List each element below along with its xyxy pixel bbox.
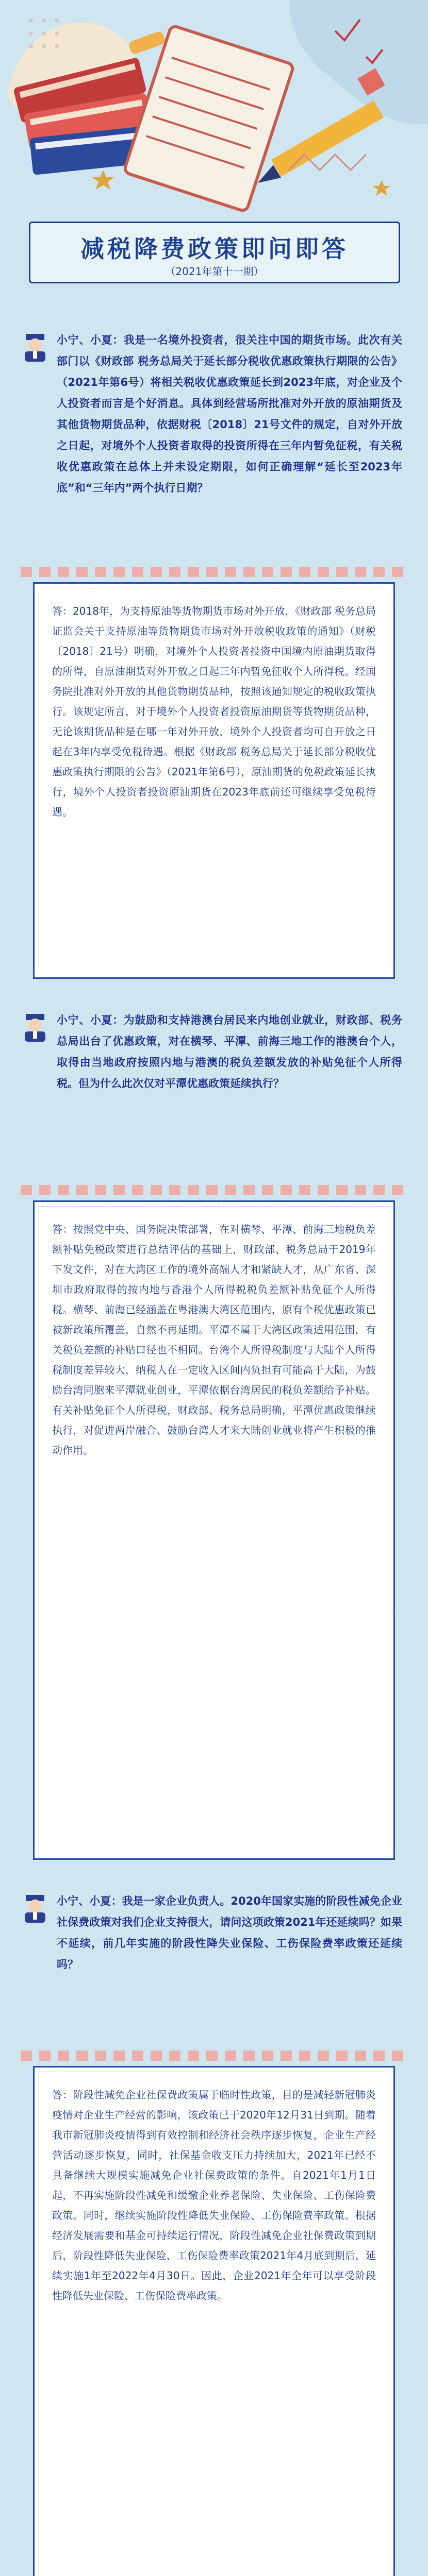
answer-text: 答：阶段性减免企业社保费政策属于临时性政策，目的是减轻新冠肺炎疫情对企业生产经营的影响，该政策已于2020年12月31日到期。随着我市新冠肺炎疫情得到有效控制和经济社会秩序逐步恢复，企业生产经营活动逐步恢复，同时，社保基金收支压力持续加大，2021年已经不具备继续大规模实施减免企业社保费政策的条件。自2021年1月1日起，不再实施阶段性减免和缓缴企业养老保险、失业保险、工伤保险费政策。同时，继续实施阶段性降低失业保险、工伤保险费率政策。根据经济发展需要和基金可持续运行情况，阶段性减免企业社保费政策到期后，阶段性降低失业保险、工伤保险费率政策2021年4月底到期后，延续实施1年至2022年4月30日。因此，企业2021年全年可以享受阶段性降低失业保险、工伤保险费率政策。 [52,2089,376,2302]
question-block-3 [21,1891,407,2045]
title-frame [29,222,400,283]
question-text: 小宁、小夏：我是一家企业负责人。2020年国家实施的阶段性减免企业社保费政策对我们企业支持很大，请问这项政策2021年还延续吗？如果不延续，前几年实施的阶段性降失业保险、工伤保险费率政策还延续吗？ [57,1895,402,1971]
question-text: 小宁、小夏：为鼓励和支持港澳台居民来内地创业就业，财政部、税务总局出台了优惠政策，对在横琴、平潭、前海三地工作的港澳台个人，取得由当地政府按照内地与港澳的税负差额发放的补贴免征个人所得税。但为什么此次仅对平潭优惠政策延续执行？ [57,1014,402,1090]
question-block-2 [21,1010,407,1164]
hero-illustration [0,0,428,289]
officer-avatar-icon [21,330,50,362]
answer-box-2 [33,1200,395,1860]
question-block-1 [21,330,407,546]
notebook-icon [124,25,294,212]
clip-icon [128,30,167,55]
answer-box-1 [33,582,395,979]
divider-stripe [21,1185,407,1195]
issue-number: （2021年第十一期） [165,265,264,278]
officer-avatar-icon [21,1010,50,1042]
answer-text: 答：按照党中央、国务院决策部署，在对横琴、平潭、前海三地税负差额补贴免税政策进行总结评估的基础上，财政部、税务总局于2019年下发文件，对在大湾区工作的境外高端人才和紧缺人才，从广东省、深圳市政府取得的按内地与香港个人所得税税负差额补贴免征个人所得税。横琴、前海已经涵盖在粤港澳大湾区范围内，原有个税优惠政策已被新政策所覆盖，自然不再延期。平潭不属于大湾区政策适用范围，有关税负差额的补贴口径也不相同。台湾个人所得税制度与大陆个人所得税制度差异较大，纳税人在一定收入区间内负担有可能高于大陆，为鼓励台湾同胞来平潭就业创业，平潭依据台湾居民的税负差额给予补贴。有关补贴免征个人所得税，财政部、税务总局明确，平潭优惠政策继续执行，对促进两岸融合、鼓励台湾人才来大陆创业就业将产生积极的推动作用。 [52,1223,376,1456]
page-title: 减税降费政策即问即答 [80,235,349,263]
answer-text: 答：2018年，为支持原油等货物期货市场对外开放，《财政部 税务总局证监会关于支持原油等货物期货市场对外开放税收政策的通知》（财税〔2018〕21号）明确，对境外个人投资者投资中国境内原油期货取得的所得，自原油期货对外开放之日起三年内暂免征收个人所得税。经国务院批准对外开放的其他货物期货品种，按照该通知规定的税收政策执行。该规定所言，对于境外个人投资者投资原油期货等货物期货品种，无论该期货品种是在哪一年对外开放，境外个人投资者均可自开放之日起在3年内享受免税待遇。根据《财政部 税务总局关于延长部分税收优惠政策执行期限的公告》（2021年第6号），原油期货的免税政策延长执行，境外个人投资者投资原油期货在2023年底前还可继续享受免税待遇。 [52,605,376,818]
question-text: 小宁、小夏：我是一名境外投资者，很关注中国的期货市场。此次有关部门以《财政部 税务总局关于延长部分税收优惠政策执行期限的公告》（2021年第6号）将相关税收优惠政策延长到2023年底，对企业及个人投资者而言是个好消息。具体到经营场所批准对外开放的原油期货及其他货物期货品种，依据财税〔2018〕21号文件的规定，自对外开放之日起，对境外个人投资者取得的投资所得在三年内暂免征税，有关税收优惠政策在总体上并未设定期限，如何正确理解“延长至2023年底”和“三年内”两个执行日期？ [57,334,402,494]
divider-stripe [21,567,407,577]
answer-box-3 [33,2066,395,2576]
officer-avatar-icon [21,1891,50,1923]
divider-stripe [21,2050,407,2061]
